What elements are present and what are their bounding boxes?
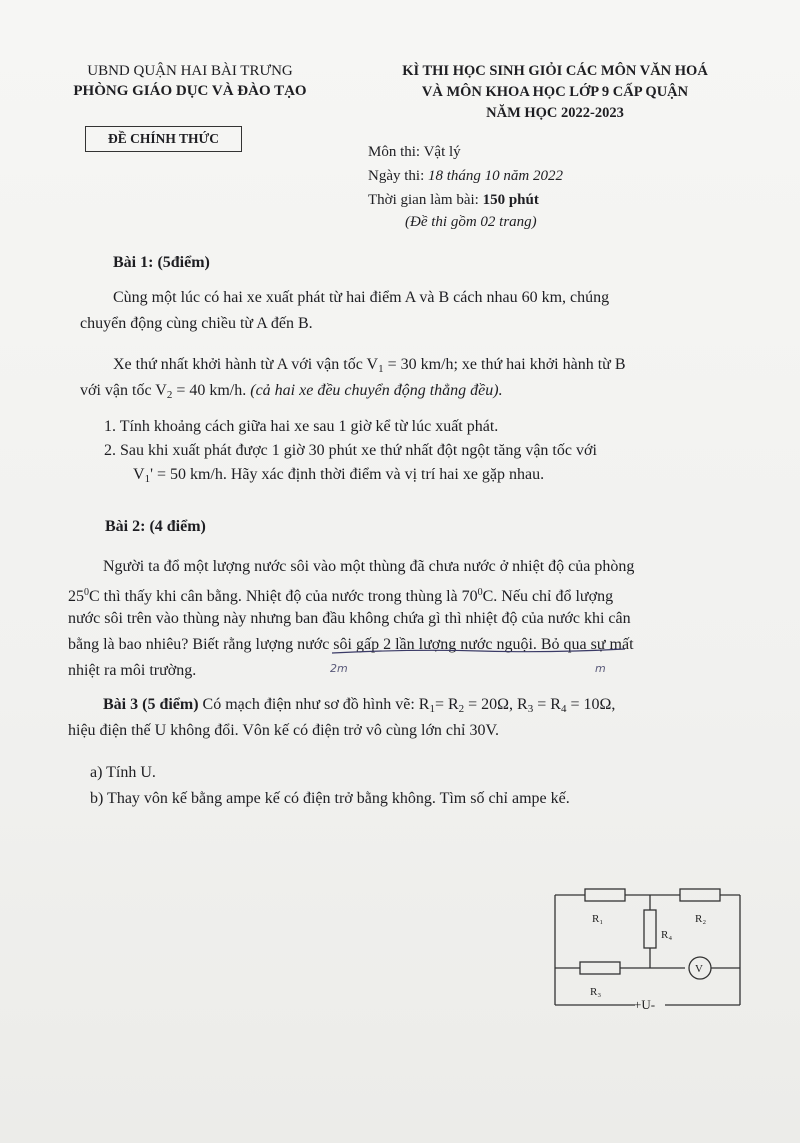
resistor-r1: [585, 889, 625, 901]
bai2-line2: $25^0C$ thì thấy khi cân bằng. Nhiệt độ của nước trong thùng là $70^0C$. Nếu chỉ đổ lượng: [68, 587, 614, 605]
resistor-r4: [644, 910, 656, 948]
bai1-question2-line1: 2. Sau khi xuất phát được 1 giờ 30 phút xe thứ nhất đột ngột tăng vận tốc với: [104, 442, 597, 459]
subject-value: Vật lý: [423, 144, 461, 160]
pages-note: (Đề thi gồm 02 trang): [405, 214, 537, 230]
bai1-question1: 1. Tính khoảng cách giữa hai xe sau 1 giờ kể từ lúc xuất phát.: [104, 418, 499, 435]
exam-duration: [368, 188, 539, 212]
authority-name: UBND QUẬN HAI BÀI TRƯNG: [87, 63, 293, 79]
circuit-diagram: [540, 880, 750, 1020]
label-voltmeter: V: [695, 963, 703, 975]
bai2-line4: bằng là bao nhiêu? Biết rằng lượng nước sôi gấp 2 lần lượng nước nguội. Bỏ qua sự mất: [68, 636, 634, 653]
bai1-p2-line1: Xe thứ nhất khởi hành từ A với vận tốc $V_1 = 30$ km/h; xe thứ hai khởi hành từ B: [113, 356, 626, 375]
bai2-line1: Người ta đổ một lượng nước sôi vào một thùng đã chưa nước ở nhiệt độ của phòng: [103, 558, 635, 575]
subject-label: Môn thi:: [368, 144, 424, 160]
handwritten-note-m: m: [595, 662, 606, 675]
exam-subject: [368, 140, 461, 164]
date-label: Ngày thi:: [368, 168, 428, 184]
label-r2: R₂: [695, 913, 707, 925]
bai2-title: Bài 2: (4 điểm): [105, 518, 206, 535]
exam-year: NĂM HỌC 2022-2023: [486, 105, 624, 121]
bai1-title: Bài 1: (5điểm): [113, 254, 210, 271]
label-r1: R₁: [592, 913, 604, 925]
duration-label: Thời gian làm bài:: [368, 192, 483, 208]
label-source: +U-: [634, 997, 656, 1012]
bai3-title: Bài 3 (5 điểm): [103, 696, 199, 713]
official-exam-box: ĐỀ CHÍNH THỨC: [85, 126, 242, 152]
bai1-question2-line2: $V_1' = 50$ km/h. Hãy xác định thời điểm và vị trí hai xe gặp nhau.: [133, 466, 545, 485]
exam-date: [368, 164, 563, 188]
bai2-line3: nước sôi trên vào thùng này nhưng ban đầu không chứa gì thì nhiệt độ của nước khi cân: [68, 610, 631, 627]
bai2-line5: nhiệt ra môi trường.: [68, 662, 197, 679]
bai3-question-b: b) Thay vôn kế bằng ampe kế có điện trở bằng không. Tìm số chỉ ampe kế.: [90, 790, 570, 807]
bai3-line2: hiệu điện thế U không đổi. Vôn kế có điện trở vô cùng lớn chỉ 30V.: [68, 722, 499, 739]
resistor-r2: [680, 889, 720, 901]
label-r3: R₃: [590, 986, 602, 998]
handwritten-note-2m: 2m: [330, 662, 348, 675]
bai3-question-a: a) Tính U.: [90, 764, 156, 781]
exam-title-line1: KÌ THI HỌC SINH GIỎI CÁC MÔN VĂN HOÁ: [402, 63, 708, 79]
duration-value: 150 phút: [482, 192, 539, 208]
department-name: PHÒNG GIÁO DỤC VÀ ĐÀO TẠO: [73, 83, 307, 99]
bai1-p1-line1: Cùng một lúc có hai xe xuất phát từ hai điểm A và B cách nhau 60 km, chúng: [113, 289, 610, 306]
label-r4: R₄: [661, 929, 673, 941]
bai3-line1: Bài 3 (5 điểm) Có mạch điện như sơ đồ hình vẽ: $R_1= R_2 = 20\Omega$, $R_3 = R_4 = 10\Omega$,: [103, 696, 616, 715]
bai1-p2-line2: với vận tốc $V_2 = 40$ km/h. (cả hai xe đều chuyển động thẳng đều).: [80, 382, 503, 401]
handwritten-underline: [330, 645, 630, 665]
bai1-p1-line2: chuyển động cùng chiều từ A đến B.: [80, 315, 313, 332]
resistor-r3: [580, 962, 620, 974]
date-value: 18 tháng 10 năm 2022: [428, 168, 563, 184]
exam-title-line2: VÀ MÔN KHOA HỌC LỚP 9 CẤP QUẬN: [421, 84, 689, 100]
